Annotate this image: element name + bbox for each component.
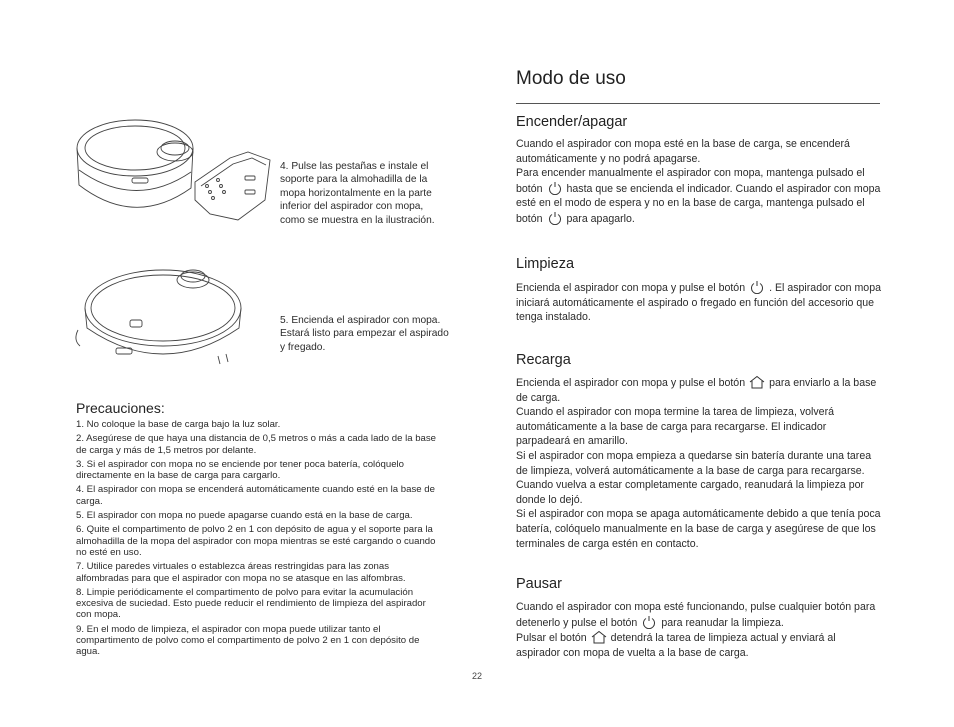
precaution-item: 3. Si el aspirador con mopa no se enciende por tener poca batería, colóquelo directamente en la base de carga para cargarlo. — [76, 458, 405, 482]
precaution-item: 7. Utilice paredes virtuales o establezca áreas restringidas para las zonas alfombradas para que el aspirador con mopa no se atasque en las alfombras. — [76, 561, 406, 584]
recharge-paragraph-4: Si el aspirador con mopa se apaga automáticamente debido a que tenía poca batería, colóquelo manualmente en la base de carga y asegúrese de que los terminales de carga estén en contacto. — [516, 508, 881, 550]
precaution-item: 6. Quite el compartimento de polvo 2 en 1 con depósito de agua y el soporte para la almohadilla de la mopa del aspirador con mopa mientras se esté cargando o cuando no esté en uso. — [76, 524, 436, 558]
recharge-paragraph-b: para enviarlo a la base de carga. — [516, 377, 877, 404]
section-heading-recharge: Recarga — [516, 352, 571, 368]
onoff-paragraph-2b: hasta que se encienda el indicador. Cuando el aspirador con mopa esté en el modo de espera y no en la base de carga, mantenga pulsado el botón — [516, 182, 881, 225]
home-icon — [748, 375, 766, 389]
onoff-paragraph-1: Cuando el aspirador con mopa esté en la base de carga, se encenderá automáticamente y no podrá apagarse. — [516, 138, 850, 165]
cleaning-paragraph-a: Encienda el aspirador con mopa y pulse el botón — [516, 282, 746, 294]
precaution-item: 8. Limpie periódicamente el compartimento de polvo para evitar la acumulación excesiva de suciedad. Esto puede reducir el rendimiento de limpieza del aspirador con mopa. — [76, 586, 426, 621]
onoff-text — [516, 137, 882, 227]
step4-caption: 4. Pulse las pestañas e instale el soporte para la almohadilla de la mopa horizontalmente en la parte inferior del aspirador con mopa, como se muestra en la ilustración. — [280, 161, 435, 226]
recharge-paragraph-a: Encienda el aspirador con mopa y pulse el botón — [516, 377, 746, 389]
page-number: 22 — [471, 671, 482, 681]
recharge-paragraph-2: Cuando el aspirador con mopa termine la tarea de limpieza, volverá automáticamente a la base de carga para recargarse. El indicador parpadeará en amarillo. — [516, 406, 834, 448]
cleaning-paragraph-b: . El aspirador con mopa iniciará automáticamente el aspirado o fregado en función del accesorio que tenga instalado. — [516, 282, 881, 324]
section-heading-onoff: Encender/apagar — [516, 114, 628, 130]
precaution-item: 2. Asegúrese de que haya una distancia de 0,5 metros o más a cada lado de la base de carga y más de 1,5 metros por delante. — [76, 433, 437, 456]
precaution-item: 4. El aspirador con mopa se encenderá automáticamente cuando esté en la base de carga. — [76, 484, 435, 507]
pause-paragraph-d: detendrá la tarea de limpieza actual y enviará al aspirador con mopa de vuelta a la base de carga. — [516, 632, 836, 659]
section-heading-pause: Pausar — [516, 576, 562, 592]
pause-paragraph-c: Pulsar el botón — [516, 632, 587, 645]
onoff-paragraph-2c: para apagarlo. — [566, 212, 635, 225]
precaution-item: 1. No coloque la base de carga bajo la luz solar. — [76, 419, 281, 430]
power-icon — [748, 280, 766, 294]
power-icon — [546, 211, 564, 225]
pause-paragraph-b: para reanudar la limpieza. — [661, 616, 784, 629]
title-divider — [516, 103, 880, 104]
home-icon — [590, 630, 608, 644]
recharge-paragraph-3: Si el aspirador con mopa empieza a quedarse sin batería durante una tarea de limpieza, volverá automáticamente a la base de carga para recargarse. Cuando vuelva a estar completamente cargado, reanudará la limpieza por donde lo dejó. — [516, 449, 872, 506]
pause-paragraph-a: Cuando el aspirador con mopa esté funcionando, pulse cualquier botón para detenerlo y pulse el botón — [516, 601, 876, 629]
recharge-text — [516, 375, 882, 551]
precaution-item: 9. En el modo de limpieza, el aspirador con mopa puede utilizar tanto el compartimento de polvo como el compartimento de polvo 2 en 1 con depósito de agua. — [76, 623, 420, 658]
precautions-heading: Precauciones: — [76, 400, 165, 416]
robot-mop-holder-illustration — [70, 110, 275, 230]
precaution-item: 5. El aspirador con mopa no puede apagarse cuando está en la base de carga. — [76, 510, 413, 522]
power-icon — [640, 615, 658, 629]
page-title: Modo de uso — [516, 68, 626, 89]
onoff-paragraph-2a: Para encender manualmente el aspirador con mopa, mantenga pulsado el botón — [516, 167, 865, 195]
pause-text — [516, 600, 882, 660]
step5-caption: 5. Encienda el aspirador con mopa. Estará listo para empezar el aspirado y fregado. — [280, 315, 449, 353]
section-heading-cleaning: Limpieza — [516, 256, 575, 272]
cleaning-text — [516, 280, 882, 325]
power-icon — [546, 181, 564, 195]
robot-vacuum-illustration — [68, 260, 258, 375]
precautions-list — [76, 419, 440, 661]
